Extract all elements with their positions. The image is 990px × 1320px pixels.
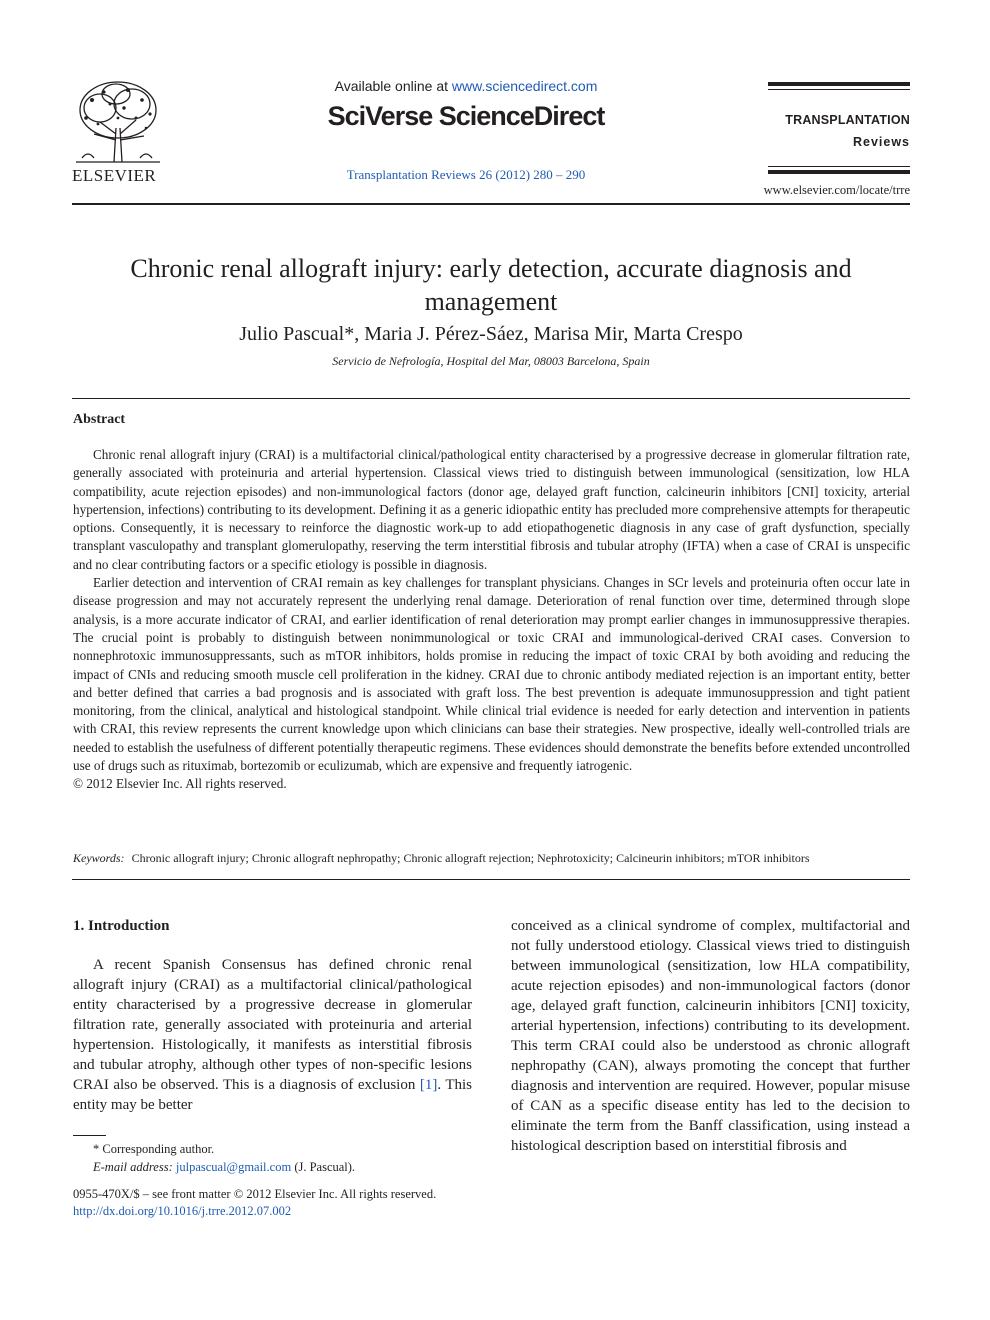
body-column-right — [511, 916, 910, 1156]
corresponding-author-note: * Corresponding author. — [93, 1142, 215, 1156]
keywords-label: Keywords: — [73, 851, 125, 865]
journal-rule — [768, 89, 910, 90]
available-online — [250, 78, 682, 94]
journal-rule — [768, 82, 910, 86]
journal-title: TRANSPLANTATION — [785, 113, 910, 127]
article-title: Chronic renal allograft injury: early detection, accurate diagnosis and management — [130, 254, 852, 316]
citation-link[interactable]: [1] — [419, 1077, 438, 1093]
sciencedirect-link[interactable]: www.sciencedirect.com — [451, 78, 598, 94]
header-divider — [72, 203, 910, 205]
front-matter — [73, 1186, 436, 1220]
footnotes — [73, 1140, 355, 1176]
abstract-divider — [72, 879, 910, 880]
journal-rule — [768, 166, 910, 167]
email-suffix: (J. Pascual). — [291, 1160, 356, 1174]
abstract-paragraph: Chronic renal allograft injury (CRAI) is a multifactorial clinical/pathological entity characterised by a progressive decrease in glomerular filtration rate, generally associated with proteinuria and arterial hypertension. Classical views tried to distinguish between immunological (sensitization, low HLA compatibility, acute rejection episodes) and non-immunological factors (donor age, delayed graft function, calcineurin inhibitors [CNI] toxicity, arterial hypertension, infections) contributing to its development. Defining it as a generic idiopathic entity has precluded more comprehensive attempts for therapeutic options. Consequently, it is necessary to reinforce the diagnostic work-up to add etiopathogenetic diagnosis in any case of graft dysfunction, specially transplant vasculopathy and transplant glomerulopathy, reserving the term interstitial fibrosis and tubular atrophy (IFTA) when a case of CRAI is unspecific and no clear contributing factors or a specific etiology is possible in diagnosis. — [73, 447, 910, 572]
body-paragraph: conceived as a clinical syndrome of complex, multifactorial and not fully understood etiology. Classical views tried to distinguish between immunological (sensitization, low HLA compatibility, acute rejection episodes) and non-immunological factors (donor age, delayed graft function, calcineurin inhibitors [CNI] toxicity, arterial hypertension, infections) contributing to its development. This term CRAI could also be understood as chronic allograft nephropathy (CAN), always promoting the concept that further diagnosis and intervention are required. However, popular misuse of CAN as a specific disease entity has led to the decision to eliminate the term from the Banff classification, using instead a histological description based on interstitial fibrosis and — [511, 918, 910, 1154]
body-text: A recent Spanish Consensus has defined chronic renal allograft injury (CRAI) as a multifactorial clinical/pathological entity characterised by a progressive decrease in glomerular filtration rate, generally associated with proteinuria and arterial hypertension. Histologically, it manifests as interstitial fibrosis and tubular atrophy, although other types of non-specific lesions CRAI also be observed. This is a diagnosis of exclusion — [73, 957, 472, 1093]
tree-icon — [70, 78, 166, 164]
footnote-rule — [73, 1135, 106, 1136]
email-label: E-mail address: — [93, 1160, 173, 1174]
author-list: Julio Pascual*, Maria J. Pérez-Sáez, Marisa Mir, Marta Crespo — [239, 323, 743, 345]
body-text: . This entity may be better — [73, 1077, 473, 1113]
journal-rule — [768, 170, 910, 174]
abstract-copyright: © 2012 Elsevier Inc. All rights reserved. — [73, 776, 287, 792]
abstract-divider — [72, 398, 910, 399]
sciverse-brand: SciVerse ScienceDirect — [327, 101, 605, 131]
journal-citation[interactable]: Transplantation Reviews 26 (2012) 280 – 290 — [346, 167, 586, 182]
journal-url[interactable]: www.elsevier.com/locate/trre — [763, 183, 910, 197]
email-link[interactable]: julpascual@gmail.com — [175, 1160, 292, 1174]
available-online-label: Available online at — [334, 78, 452, 94]
abstract-paragraph: Earlier detection and intervention of CRAI remain as key challenges for transplant physicians. Changes in SCr levels and proteinuria often occur late in disease progression and may not accurately represent the underlying renal damage. Deterioration of renal function over time, determined through slope analysis, is a more accurate indicator of CRAI, and earlier identification of renal deterioration may prompt earlier changes in immunosuppressive therapies. The crucial point is probably to distinguish between nonimmunological or toxic CRAI and immunological-derived CRAI cases. Conversion to nonnephrotoxic immunosuppressants, such as mTOR inhibitors, holds promise in reducing the impact of toxic CRAI by both avoiding and reducing the impact of CNIs and reducing smooth muscle cell proliferation in the kidney. CRAI due to chronic antibody mediated rejection is an important entity, better and better defined that carries a bad prognosis and is associated with graft loss. The best prevention is adequate immunosuppression and tight patient monitoring, from the clinical, analytical and histological standpoint. While clinical trial evidence is needed for early detection and intervention in patients with CRAI, this review represents the current knowledge upon which clinicians can base their strategies. New prospective, ideally well-controlled trials are needed to establish the usefulness of different potentially therapeutic regimens. These evidences should demonstrate the benefits before extended uncontrolled use of drugs such as rituximab, bortezomib or eculizumab, which are expensive and frequently iatrogenic. — [73, 575, 910, 774]
elsevier-wordmark: ELSEVIER — [72, 166, 157, 185]
keywords-list: Chronic allograft injury; Chronic allograft nephropathy; Chronic allograft rejection; Nephrotoxicity; Calcineurin inhibitors; mTOR inhibitors — [131, 851, 810, 865]
body-paragraph — [73, 955, 472, 1115]
journal-subtitle: Reviews — [852, 135, 910, 149]
section-heading: 1. Introduction — [73, 918, 170, 934]
abstract-heading: Abstract — [73, 412, 126, 427]
keywords — [73, 851, 910, 866]
affiliation: Servicio de Nefrología, Hospital del Mar, 08003 Barcelona, Spain — [332, 354, 650, 368]
issn-line: 0955-470X/$ – see front matter © 2012 Elsevier Inc. All rights reserved. — [73, 1187, 437, 1201]
body-column-left — [73, 916, 472, 1115]
email-note — [73, 1158, 355, 1176]
abstract-body — [73, 446, 910, 794]
doi-link[interactable]: http://dx.doi.org/10.1016/j.trre.2012.07.002 — [73, 1204, 292, 1218]
